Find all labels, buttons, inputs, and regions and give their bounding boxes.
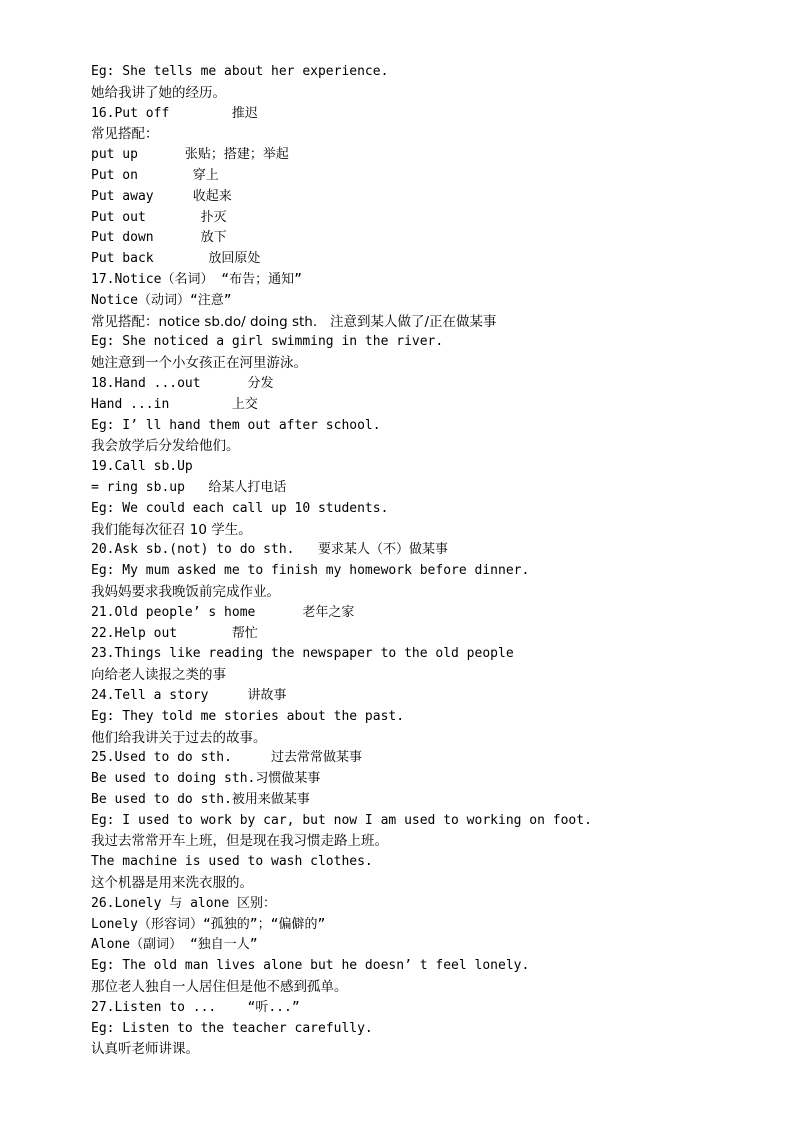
text-line-alone-adv: Alone（副词） “独自一人” [91, 937, 258, 953]
text-line-be-used-to-do: Be used to do sth.被用来做某事 [91, 791, 310, 807]
text-line-eg-hand-out: Eg: I’ ll hand them out after school. [91, 417, 381, 433]
text-line-notice-verb: Notice（动词）“注意” [91, 292, 232, 308]
heading-24-tell-a-story: 24.Tell a story 讲故事 [91, 687, 287, 703]
text-line-eg-asked: Eg: My mum asked me to finish my homework before dinner. [91, 563, 530, 579]
text-line-zh-hand-out: 我会放学后分发给他们。 [91, 438, 240, 455]
text-line-put-down: Put down 放下 [91, 230, 227, 246]
text-line-machine: The machine is used to wash clothes. [91, 854, 373, 870]
heading-27-listen-to: 27.Listen to ... “听...” [91, 999, 300, 1015]
text-line-be-used-to-doing: Be used to doing sth.习惯做某事 [91, 771, 321, 787]
text-line-zh-call-up: 我们能每次征召 10 学生。 [91, 521, 252, 538]
text-line-ring-up: = ring sb.up 给某人打电话 [91, 479, 287, 495]
text-line-common-collocations: 常见搭配： [91, 126, 159, 143]
text-line-put-on: Put on 穿上 [91, 167, 219, 183]
text-line-eg-call-up: Eg: We could each call up 10 students. [91, 500, 389, 516]
text-line-zh-used-to: 我过去常常开车上班，但是现在我习惯走路上班。 [91, 833, 388, 850]
text-line-hand-in: Hand ...in 上交 [91, 396, 258, 412]
heading-16-put-off: 16.Put off 推迟 [91, 105, 258, 121]
text-line-zh-noticed: 她注意到一个小女孩正在河里游泳。 [91, 355, 307, 372]
heading-25-used-to: 25.Used to do sth. 过去常常做某事 [91, 750, 363, 766]
text-line-eg-lonely: Eg: The old man lives alone but he doesn’ t feel lonely. [91, 958, 530, 974]
text-line-zh-lonely: 那位老人独自一人居住但是他不感到孤单。 [91, 979, 348, 996]
document-page [91, 62, 771, 1060]
text-line-put-away: Put away 收起来 [91, 188, 232, 204]
text-line-notice-collocation: 常见搭配：notice sb.do/ doing sth. 注意到某人做了/正在做某事 [91, 313, 497, 330]
text-line-eg-used-to: Eg: I used to work by car, but now I am used to working on foot. [91, 812, 592, 828]
heading-18-hand-out: 18.Hand ...out 分发 [91, 375, 274, 391]
heading-23-things-like: 23.Things like reading the newspaper to the old people [91, 646, 514, 662]
text-line-eg-stories: Eg: They told me stories about the past. [91, 708, 405, 724]
text-line-zh-stories: 他们给我讲关于过去的故事。 [91, 729, 267, 746]
text-line-eg-experience: Eg: She tells me about her experience. [91, 64, 389, 79]
heading-19-call-up: 19.Call sb.Up [91, 459, 193, 475]
heading-20-ask-sb: 20.Ask sb.(not) to do sth. 要求某人（不）做某事 [91, 542, 448, 558]
text-line-eg-listen: Eg: Listen to the teacher carefully. [91, 1020, 373, 1036]
heading-26-lonely-alone: 26.Lonely 与 alone 区别： [91, 895, 277, 911]
text-line-zh-things-like: 向给老人读报之类的事 [91, 667, 226, 684]
heading-21-old-peoples-home: 21.Old people’ s home 老年之家 [91, 604, 355, 620]
text-line-zh-listen: 认真听老师讲课。 [91, 1041, 199, 1058]
heading-22-help-out: 22.Help out 帮忙 [91, 625, 258, 641]
text-line-put-up: put up 张贴；搭建；举起 [91, 147, 289, 163]
text-line-zh-asked: 我妈妈要求我晚饭前完成作业。 [91, 583, 280, 600]
text-line-zh-experience: 她给我讲了她的经历。 [91, 84, 226, 101]
text-line-lonely-adj: Lonely（形容词）“孤独的”；“偏僻的” [91, 916, 326, 932]
text-line-put-out: Put out 扑灭 [91, 209, 227, 225]
heading-17-notice-noun: 17.Notice（名词） “布告；通知” [91, 271, 302, 287]
text-line-eg-noticed: Eg: She noticed a girl swimming in the river. [91, 334, 444, 350]
text-line-put-back: Put back 放回原处 [91, 251, 261, 267]
text-line-zh-machine: 这个机器是用来洗衣服的。 [91, 875, 253, 892]
